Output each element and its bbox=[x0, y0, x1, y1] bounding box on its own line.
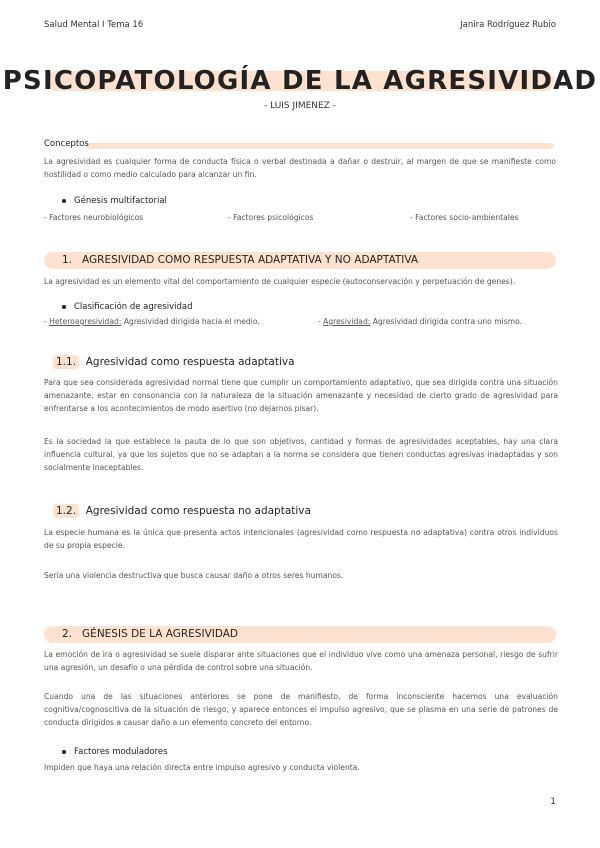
section2-p2: Cuando una de las situaciones anteriores se pone de manifiesto, de forma inconsciente hacemos una evaluación cognitiva/cognoscitiva de la situación de riesgo, y aparece entonces el impulso agresivo, que se plasma en una serie de patrones de conducta dirigidos a causar daño a un elemento concreto del entorno. bbox=[44, 692, 558, 728]
page-subtitle: - LUIS JIMENEZ - bbox=[264, 101, 336, 111]
bullet-label: Factores moduladores bbox=[74, 747, 168, 757]
bullet-genesis bbox=[62, 196, 167, 206]
section11-number: 1.1. bbox=[53, 355, 79, 369]
section12-p2: Sería una violencia destructiva que busca causar daño a otros seres humanos. bbox=[44, 571, 344, 580]
section12-number: 1.2. bbox=[53, 504, 79, 518]
section2-title: GÉNESIS DE LA AGRESIVIDAD bbox=[82, 628, 239, 640]
bullet-dot-icon bbox=[62, 305, 66, 309]
section1-title: AGRESIVIDAD COMO RESPUESTA ADAPTATIVA Y NO ADAPTATIVA bbox=[82, 254, 419, 266]
section12-p1: La especie humana es la única que presenta actos intencionales (agresividad como respuesta no adaptativa) contra otros individuos de su propia especie. bbox=[44, 528, 558, 551]
header-left: Salud Mental I Tema 16 bbox=[44, 20, 144, 30]
bullet-moduladores bbox=[62, 747, 168, 757]
section2-p3: Impiden que haya una relación directa entre impulso agresivo y conducta violenta. bbox=[44, 763, 360, 772]
section12-heading bbox=[53, 505, 311, 517]
conceptos-text: La agresividad es cualquier forma de conducta física o verbal destinada a dañar o destruir, al margen de que se manifieste como hostilidad o como medio calculado para alcanzar un fin. bbox=[44, 157, 556, 180]
section11-title: Agresividad como respuesta adaptativa bbox=[85, 356, 295, 368]
section2-heading bbox=[62, 628, 238, 640]
section2-number: 2. bbox=[62, 628, 73, 640]
bullet-dot-icon bbox=[62, 750, 66, 754]
conceptos-label: Conceptos bbox=[44, 139, 89, 149]
factor-item: - Factores neurobiológicos bbox=[44, 213, 144, 222]
bullet-label: Clasificación de agresividad bbox=[74, 302, 193, 312]
class-term: Agresividad: bbox=[323, 317, 371, 326]
section12-title: Agresividad como respuesta no adaptativa bbox=[85, 505, 311, 517]
bullet-dot-icon bbox=[62, 199, 66, 203]
section11-p2: Es la sociedad la que establece la pauta de lo que son objetivos, cantidad y formas de agresividades aceptables, hay una clara influencia cultural, ya que los sujetos que no se adaptan a la norma se considera que tienen conductas agresivas inadaptadas y son socialmente inaceptables. bbox=[44, 437, 558, 473]
bullet-label: Génesis multifactorial bbox=[74, 196, 167, 206]
section2-p1: La emoción de ira o agresividad se suele disparar ante situaciones que el individuo vive como una amenaza personal, riesgo de sufrir una agresión, un desafío o una pérdida de control sobre una situación. bbox=[44, 650, 558, 673]
section1-heading bbox=[62, 254, 418, 266]
factor-item: - Factores psicológicos bbox=[228, 213, 314, 222]
factor-item: - Factores socio-ambientales bbox=[410, 213, 519, 222]
class-hetero bbox=[44, 315, 260, 328]
class-def: Agresividad dirigida hacia el medio. bbox=[121, 317, 260, 326]
conceptos-rule bbox=[86, 143, 554, 149]
section1-number: 1. bbox=[62, 254, 73, 266]
section11-heading bbox=[53, 356, 295, 368]
bullet-clasificacion bbox=[62, 302, 193, 312]
page-number: 1 bbox=[550, 797, 556, 807]
page-title: PSICOPATOLOGÍA DE LA AGRESIVIDAD bbox=[2, 66, 598, 96]
class-def: Agresividad dirigida contra uno mismo. bbox=[370, 317, 523, 326]
section1-text: La agresividad es un elemento vital del comportamiento de cualquier especie (autoconservación y perpetuación de genes). bbox=[44, 277, 516, 286]
class-prefix: - bbox=[44, 317, 50, 326]
class-prefix: - bbox=[318, 317, 324, 326]
section11-p1: Para que sea considerada agresividad normal tiene que cumplir un comportamiento adaptativo, que sea dirigida contra una situación amenazante, estar en consonancia con la naturaleza de la situación amenazante y necesidad de cierto grado de agresividad para enfrentarse a los acontecimientos de modo asertivo (no dejarnos pisar). bbox=[44, 378, 558, 414]
class-auto bbox=[318, 315, 522, 328]
class-term: Heteroagresividad: bbox=[49, 317, 122, 326]
header-right: Janira Rodríguez Rubio bbox=[460, 20, 556, 30]
